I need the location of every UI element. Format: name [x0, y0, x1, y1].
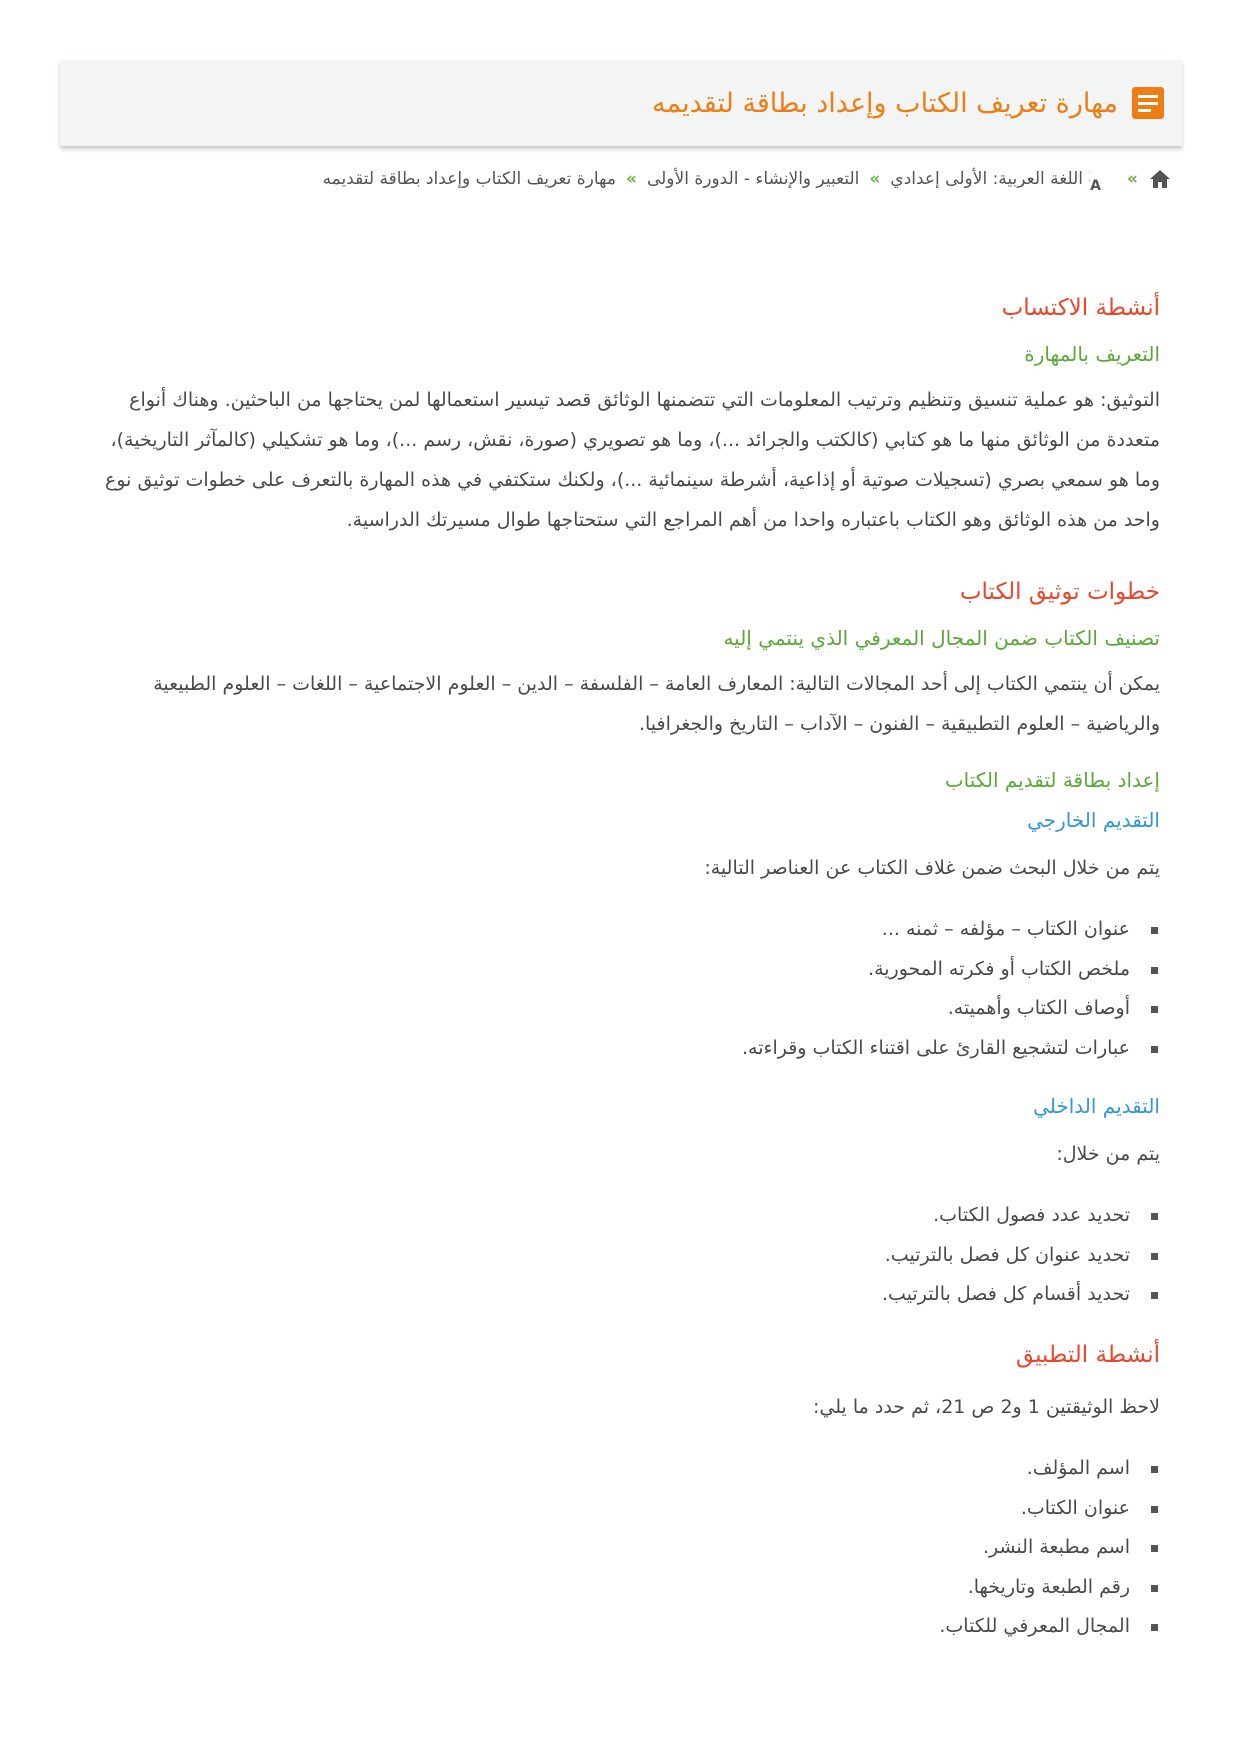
lesson-content: [80, 292, 1160, 1671]
list-item: تحديد عدد فصول الكتاب.: [80, 1196, 1130, 1236]
document-icon: [1132, 87, 1164, 119]
breadcrumb-item-unit[interactable]: التعبير والإنشاء - الدورة الأولى: [646, 169, 860, 189]
breadcrumb: [323, 166, 1172, 192]
breadcrumb-separator: »: [869, 169, 881, 189]
list-item: ملخص الكتاب أو فكرته المحورية.: [80, 950, 1130, 990]
list-item: عنوان الكتاب.: [80, 1489, 1130, 1529]
list-item: رقم الطبعة وتاريخها.: [80, 1568, 1130, 1608]
external-intro: يتم من خلال البحث ضمن غلاف الكتاب عن العناصر التالية:: [704, 857, 1160, 880]
list-item: تحديد أقسام كل فصل بالترتيب.: [80, 1275, 1130, 1315]
list-item: اسم المؤلف.: [80, 1449, 1130, 1489]
application-list: [80, 1449, 1160, 1647]
svg-text:A: A: [1090, 178, 1102, 192]
home-icon[interactable]: [1148, 168, 1172, 190]
page-header: [60, 60, 1182, 146]
list-item: عنوان الكتاب – مؤلفه – ثمنه ...: [80, 910, 1130, 950]
list-item: اسم مطبعة النشر.: [80, 1528, 1130, 1568]
classification-text: يمكن أن ينتمي الكتاب إلى أحد المجالات التالية: المعارف العامة – الفلسفة – الدين – العلوم الاجتماعية – اللغات – العلوم الطبيعية والرياضية – العلوم التطبيقية – الفنون – الآداب – التاريخ والجغرافيا.: [153, 673, 1160, 736]
acquisition-heading: أنشطة الاكتساب: [1001, 295, 1160, 321]
list-item: عبارات لتشجيع القارئ على اقتناء الكتاب وقراءته.: [80, 1029, 1130, 1069]
definition-text: التوثيق: هو عملية تنسيق وتنظيم وترتيب المعلومات التي تتضمنها الوثائق قصد تيسير استعمالها لمن يحتاجها من الباحثين. وهناك أنواع متعددة من الوثائق منها ما هو كتابي (كالكتب والجرائد ...)، وما هو تصويري (صورة، نقش، رسم ...)، وما هو تشكيلي (كالمآثر التاريخية)، وما هو سمعي بصري (تسجيلات صوتية أو إذاعية، أشرطة سينمائية ...)، ولكنك ستكتفي في هذه المهارة بالتعرف على خطوات توثيق نوع واحد من هذه الوثائق وهو الكتاب باعتباره واحدا من أهم المراجع التي ستحتاجها طوال مسيرتك الدراسية.: [105, 389, 1160, 532]
application-intro: لاحظ الوثيقتين 1 و2 ص 21، ثم حدد ما يلي:: [813, 1396, 1160, 1419]
internal-list: [80, 1196, 1160, 1315]
steps-heading: خطوات توثيق الكتاب: [959, 579, 1160, 606]
page-title: مهارة تعريف الكتاب وإعداد بطاقة لتقديمه: [652, 87, 1118, 119]
application-heading: أنشطة التطبيق: [1015, 1341, 1160, 1368]
internal-heading: التقديم الداخلي: [1033, 1094, 1160, 1119]
external-list: [80, 910, 1160, 1068]
list-item: المجال المعرفي للكتاب.: [80, 1607, 1130, 1647]
classification-heading: تصنيف الكتاب ضمن المجال المعرفي الذي ينتمي إليه: [723, 626, 1160, 651]
translate-icon: [1089, 166, 1117, 192]
external-heading: التقديم الخارجي: [1027, 808, 1160, 833]
internal-intro: يتم من خلال:: [1056, 1143, 1160, 1166]
breadcrumb-item-current: مهارة تعريف الكتاب وإعداد بطاقة لتقديمه: [322, 169, 616, 189]
definition-heading: التعريف بالمهارة: [1024, 342, 1160, 367]
breadcrumb-separator: »: [1127, 169, 1138, 189]
card-heading: إعداد بطاقة لتقديم الكتاب: [944, 768, 1160, 793]
breadcrumb-separator: »: [625, 169, 637, 189]
breadcrumb-item-subject[interactable]: اللغة العربية: الأولى إعدادي: [890, 169, 1084, 189]
list-item: أوصاف الكتاب وأهميته.: [80, 989, 1130, 1029]
list-item: تحديد عنوان كل فصل بالترتيب.: [80, 1236, 1130, 1276]
